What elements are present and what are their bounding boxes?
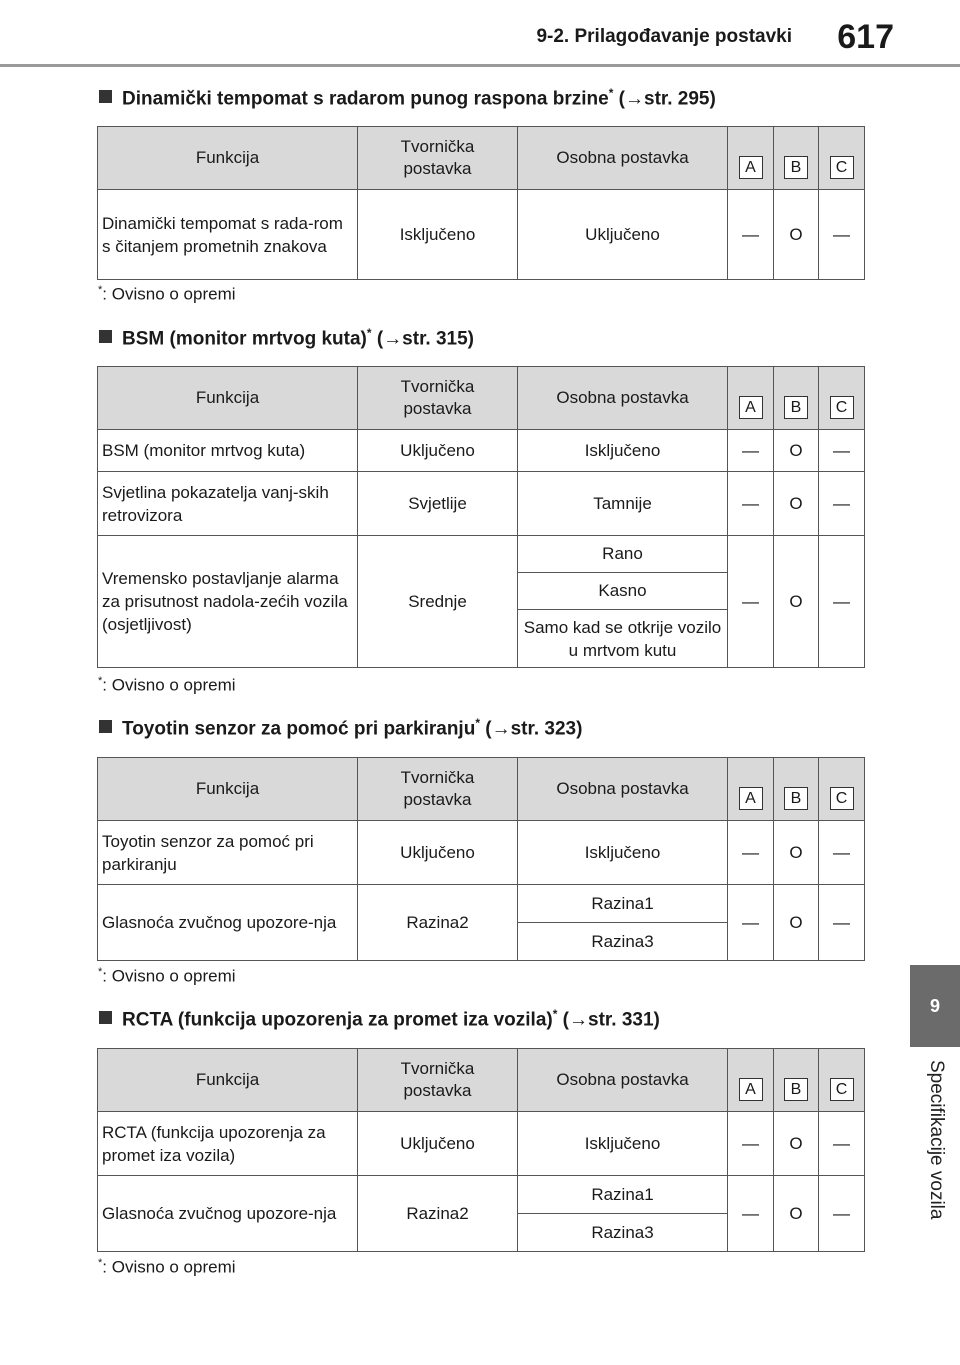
col-a: A bbox=[728, 758, 774, 821]
cell-personal-option: Razina3 bbox=[518, 923, 728, 961]
table-row bbox=[98, 885, 865, 923]
cell-b: O bbox=[774, 885, 819, 961]
col-function: Funkcija bbox=[98, 1049, 358, 1112]
cell-function: Glasnoća zvučnog upozore-nja bbox=[98, 885, 358, 961]
cell-factory: Isključeno bbox=[358, 190, 518, 280]
col-b: B bbox=[774, 127, 819, 190]
col-a: A bbox=[728, 1049, 774, 1112]
cell-b: O bbox=[774, 1176, 819, 1252]
footnote: *: Ovisno o opremi bbox=[98, 675, 236, 695]
cell-personal-option: Rano bbox=[518, 536, 728, 573]
settings-table bbox=[97, 126, 865, 280]
cell-function: Toyotin senzor za pomoć pri parkiranju bbox=[98, 821, 358, 885]
cell-a: — bbox=[728, 821, 774, 885]
col-function: Funkcija bbox=[98, 758, 358, 821]
col-function: Funkcija bbox=[98, 127, 358, 190]
settings-table bbox=[97, 366, 865, 668]
page-number: 617 bbox=[837, 18, 894, 56]
table-row bbox=[98, 430, 865, 472]
cell-personal-option: Kasno bbox=[518, 573, 728, 610]
cell-c: — bbox=[819, 190, 865, 280]
cell-function: Dinamički tempomat s rada-rom s čitanjem prometnih znakova bbox=[98, 190, 358, 280]
table-row bbox=[98, 821, 865, 885]
col-c: C bbox=[819, 127, 865, 190]
cell-b: O bbox=[774, 536, 819, 668]
cell-personal-option: Razina1 bbox=[518, 1176, 728, 1214]
footnote: *: Ovisno o opremi bbox=[98, 966, 236, 986]
cell-factory: Svjetlije bbox=[358, 472, 518, 536]
cell-factory: Uključeno bbox=[358, 821, 518, 885]
col-a: A bbox=[728, 367, 774, 430]
col-personal: Osobna postavka bbox=[518, 758, 728, 821]
cell-personal: Isključeno bbox=[518, 430, 728, 472]
cell-function: Vremensko postavljanje alarma za prisutnost nadola-zećih vozila (osjetljivost) bbox=[98, 536, 358, 668]
cell-personal: Tamnije bbox=[518, 472, 728, 536]
col-c: C bbox=[819, 758, 865, 821]
col-b: B bbox=[774, 758, 819, 821]
bullet-square-icon bbox=[99, 720, 112, 733]
cell-personal-option: Razina3 bbox=[518, 1214, 728, 1252]
cell-a: — bbox=[728, 430, 774, 472]
col-b: B bbox=[774, 1049, 819, 1112]
col-c: C bbox=[819, 1049, 865, 1112]
col-a: A bbox=[728, 127, 774, 190]
cell-c: — bbox=[819, 885, 865, 961]
col-factory: Tvornička postavka bbox=[358, 127, 518, 190]
cell-a: — bbox=[728, 1112, 774, 1176]
settings-table bbox=[97, 1048, 865, 1252]
cell-c: — bbox=[819, 430, 865, 472]
arrow-right-icon: → bbox=[625, 88, 644, 110]
cell-factory: Uključeno bbox=[358, 1112, 518, 1176]
cell-c: — bbox=[819, 1176, 865, 1252]
cell-personal-option: Razina1 bbox=[518, 885, 728, 923]
col-b: B bbox=[774, 367, 819, 430]
chapter-label: Specifikacije vozila bbox=[926, 1060, 947, 1220]
cell-personal: Isključeno bbox=[518, 1112, 728, 1176]
table-row bbox=[98, 190, 865, 280]
col-personal: Osobna postavka bbox=[518, 367, 728, 430]
header-divider bbox=[0, 64, 960, 67]
col-personal: Osobna postavka bbox=[518, 1049, 728, 1112]
chapter-tab: 9 bbox=[910, 965, 960, 1047]
cell-function: RCTA (funkcija upozorenja za promet iza vozila) bbox=[98, 1112, 358, 1176]
table-row bbox=[98, 472, 865, 536]
cell-function: Glasnoća zvučnog upozore-nja bbox=[98, 1176, 358, 1252]
cell-c: — bbox=[819, 536, 865, 668]
arrow-right-icon: → bbox=[383, 328, 403, 350]
col-function: Funkcija bbox=[98, 367, 358, 430]
col-factory: Tvornička postavka bbox=[358, 1049, 518, 1112]
col-factory: Tvornička postavka bbox=[358, 758, 518, 821]
cell-a: — bbox=[728, 190, 774, 280]
col-factory: Tvornička postavka bbox=[358, 367, 518, 430]
bullet-square-icon bbox=[99, 90, 112, 103]
table-row bbox=[98, 1112, 865, 1176]
bullet-square-icon bbox=[99, 330, 112, 343]
footnote: *: Ovisno o opremi bbox=[98, 284, 236, 304]
cell-factory: Srednje bbox=[358, 536, 518, 668]
page-header-title: 9-2. Prilagođavanje postavki bbox=[536, 26, 792, 47]
arrow-right-icon: → bbox=[569, 1009, 589, 1031]
cell-a: — bbox=[728, 472, 774, 536]
col-personal: Osobna postavka bbox=[518, 127, 728, 190]
cell-personal: Uključeno bbox=[518, 190, 728, 280]
cell-a: — bbox=[728, 536, 774, 668]
col-c: C bbox=[819, 367, 865, 430]
cell-factory: Razina2 bbox=[358, 885, 518, 961]
table-row bbox=[98, 536, 865, 573]
table-row bbox=[98, 1176, 865, 1214]
cell-b: O bbox=[774, 190, 819, 280]
arrow-right-icon: → bbox=[491, 718, 511, 740]
cell-c: — bbox=[819, 472, 865, 536]
section-heading: Toyotin senzor za pomoć pri parkiranju* (→str. 323) bbox=[99, 716, 582, 740]
section-heading: RCTA (funkcija upozorenja za promet iza vozila)* (→str. 331) bbox=[99, 1007, 660, 1031]
cell-function: Svjetlina pokazatelja vanj-skih retrovizora bbox=[98, 472, 358, 536]
settings-table bbox=[97, 757, 865, 961]
cell-factory: Uključeno bbox=[358, 430, 518, 472]
cell-b: O bbox=[774, 1112, 819, 1176]
cell-b: O bbox=[774, 821, 819, 885]
cell-b: O bbox=[774, 472, 819, 536]
bullet-square-icon bbox=[99, 1011, 112, 1024]
cell-c: — bbox=[819, 1112, 865, 1176]
cell-personal: Isključeno bbox=[518, 821, 728, 885]
section-heading: BSM (monitor mrtvog kuta)* (→str. 315) bbox=[99, 326, 474, 350]
cell-a: — bbox=[728, 1176, 774, 1252]
cell-a: — bbox=[728, 885, 774, 961]
section-heading: Dinamički tempomat s radarom punog raspona brzine* (→str. 295) bbox=[99, 86, 716, 110]
cell-personal-option: Samo kad se otkrije vozilo u mrtvom kutu bbox=[518, 610, 728, 668]
cell-c: — bbox=[819, 821, 865, 885]
cell-factory: Razina2 bbox=[358, 1176, 518, 1252]
cell-b: O bbox=[774, 430, 819, 472]
cell-function: BSM (monitor mrtvog kuta) bbox=[98, 430, 358, 472]
footnote: *: Ovisno o opremi bbox=[98, 1257, 236, 1277]
